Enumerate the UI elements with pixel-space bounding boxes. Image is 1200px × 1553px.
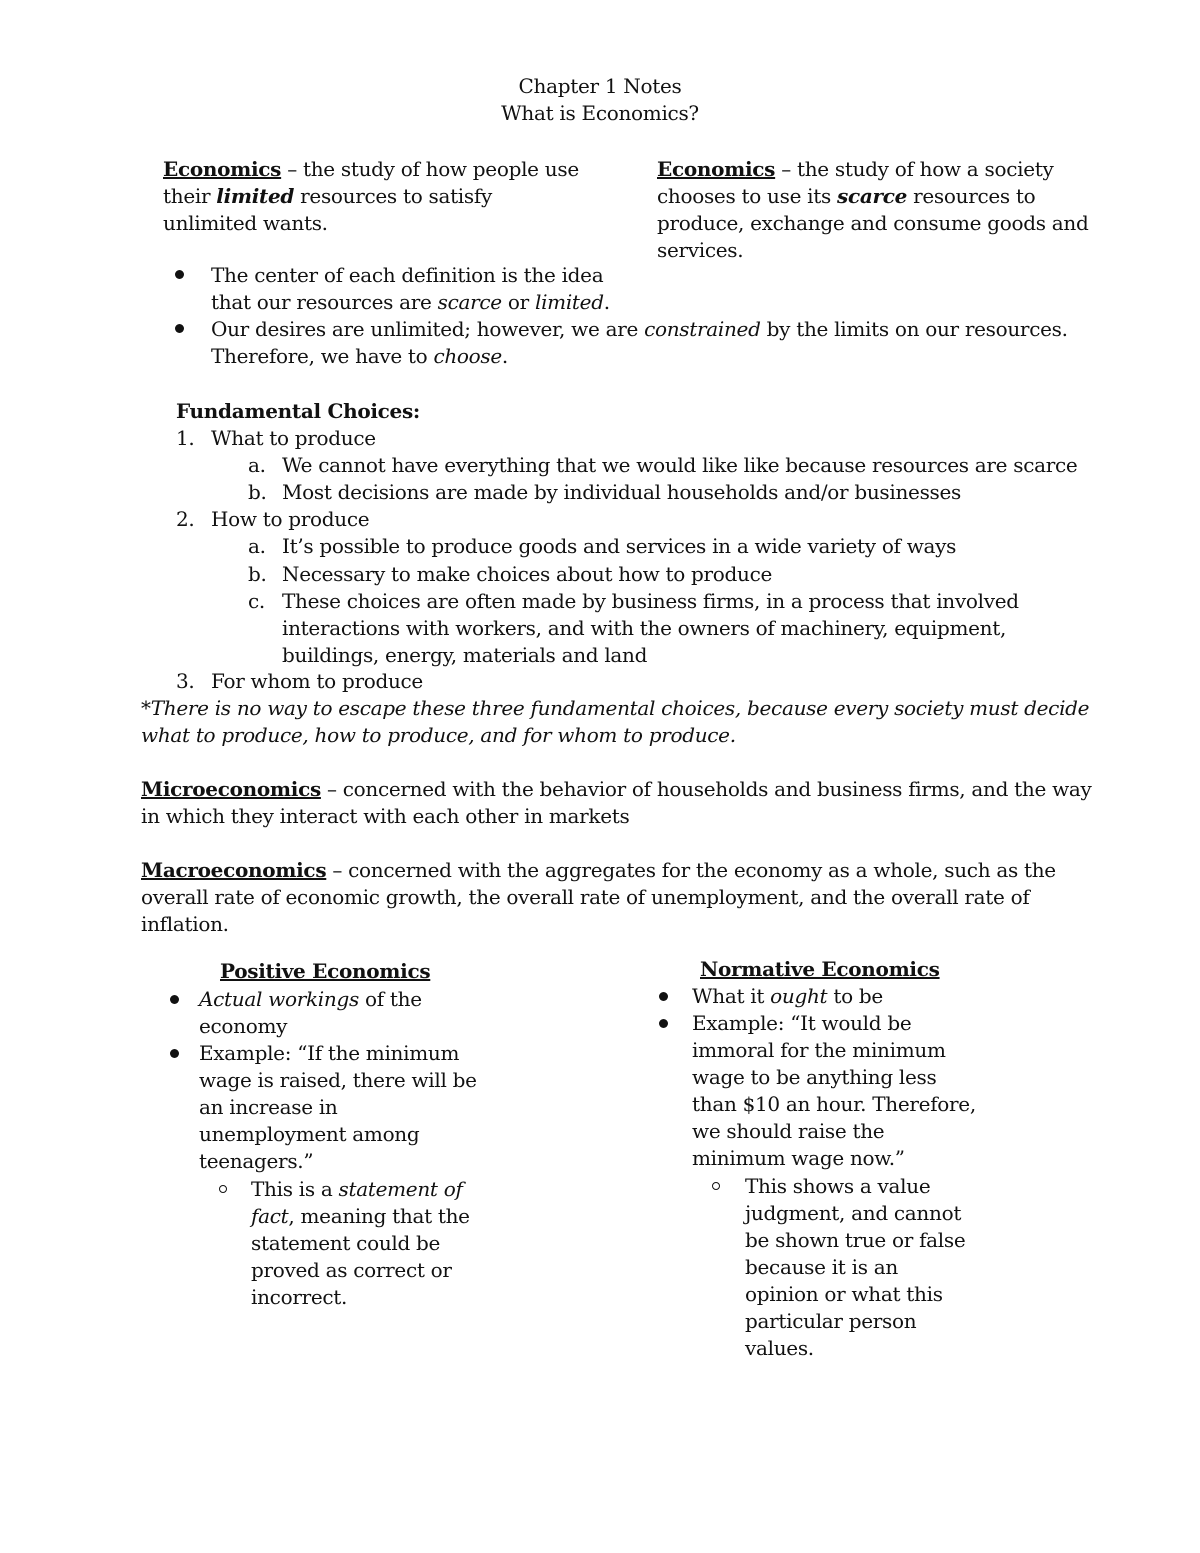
macro-definition: Macroeconomics – concerned with the aggregates for the economy as a whole, such as the overall rate of economic growth, the overall rate of unemployment, and the overall rate of inflation.	[141, 858, 1056, 936]
note: *There is no way to escape these three fundamental choices, because every society must decide what to produce, how to produce, and for whom to produce.	[141, 696, 1090, 747]
list-item: How to produce	[211, 507, 370, 531]
positive-bullet: Actual workings of the economy	[199, 987, 422, 1038]
page-title: Chapter 1 Notes What is Economics?	[501, 74, 699, 125]
term-economics: Economics	[163, 157, 282, 181]
normative-heading: Normative Economics	[700, 957, 940, 981]
definition-left: Economics – the study of how people use their limited resources to satisfy unlimited wants.	[163, 157, 579, 235]
bullet-dot	[659, 1019, 668, 1028]
key-point: Our desires are unlimited; however, we are constrained by the limits on our resources. Therefore, we have to choose.	[211, 317, 1068, 368]
bullet-dot	[175, 270, 184, 279]
list-subitem: It’s possible to produce goods and services in a wide variety of ways	[282, 534, 957, 558]
key-point: The center of each definition is the idea that our resources are scarce or limited.	[211, 263, 610, 314]
normative-bullet: What it ought to be	[692, 984, 883, 1008]
list-letter: b.	[248, 480, 267, 504]
list-subitem: We cannot have everything that we would like like because resources are scarce	[282, 453, 1078, 477]
section-heading: Fundamental Choices:	[176, 399, 421, 423]
bullet-dot	[175, 324, 184, 333]
list-letter: a.	[248, 534, 266, 558]
circle-bullet	[712, 1182, 720, 1190]
list-letter: a.	[248, 453, 266, 477]
bullet-dot	[170, 1049, 179, 1058]
list-subitem: Most decisions are made by individual households and/or businesses	[282, 480, 962, 504]
list-letter: b.	[248, 562, 267, 586]
positive-subpoint: This is a statement of fact, meaning that the statement could be proved as correct or incorrect.	[251, 1177, 470, 1309]
term-macroeconomics: Macroeconomics	[141, 858, 327, 882]
term-microeconomics: Microeconomics	[141, 777, 321, 801]
list-letter: c.	[248, 589, 265, 613]
bullet-dot	[170, 995, 179, 1004]
list-item: What to produce	[211, 426, 376, 450]
circle-bullet	[219, 1185, 227, 1193]
list-subitem: These choices are often made by business firms, in a process that involved interactions with workers, and with the owners of machinery, equipment, buildings, energy, materials and land	[282, 589, 1019, 667]
normative-example: Example: “It would be immoral for the minimum wage to be anything less than $10 an hour. Therefore, we should raise the minimum wage now.”	[692, 1011, 976, 1170]
positive-heading: Positive Economics	[220, 959, 431, 983]
list-number: 3.	[176, 669, 195, 693]
list-item: For whom to produce	[211, 669, 423, 693]
positive-example: Example: “If the minimum wage is raised, there will be an increase in unemployment among teenagers.”	[199, 1041, 477, 1173]
list-number: 1.	[176, 426, 195, 450]
list-subitem: Necessary to make choices about how to produce	[282, 562, 773, 586]
normative-subpoint: This shows a value judgment, and cannot be shown true or false because it is an opinion or what this particular person values.	[745, 1174, 966, 1360]
micro-definition: Microeconomics – concerned with the behavior of households and business firms, and the way in which they interact with each other in markets	[141, 777, 1092, 828]
list-number: 2.	[176, 507, 195, 531]
definition-right: Economics – the study of how a society chooses to use its scarce resources to produce, exchange and consume goods and services.	[657, 157, 1089, 262]
term-economics: Economics	[657, 157, 776, 181]
bullet-dot	[659, 992, 668, 1001]
